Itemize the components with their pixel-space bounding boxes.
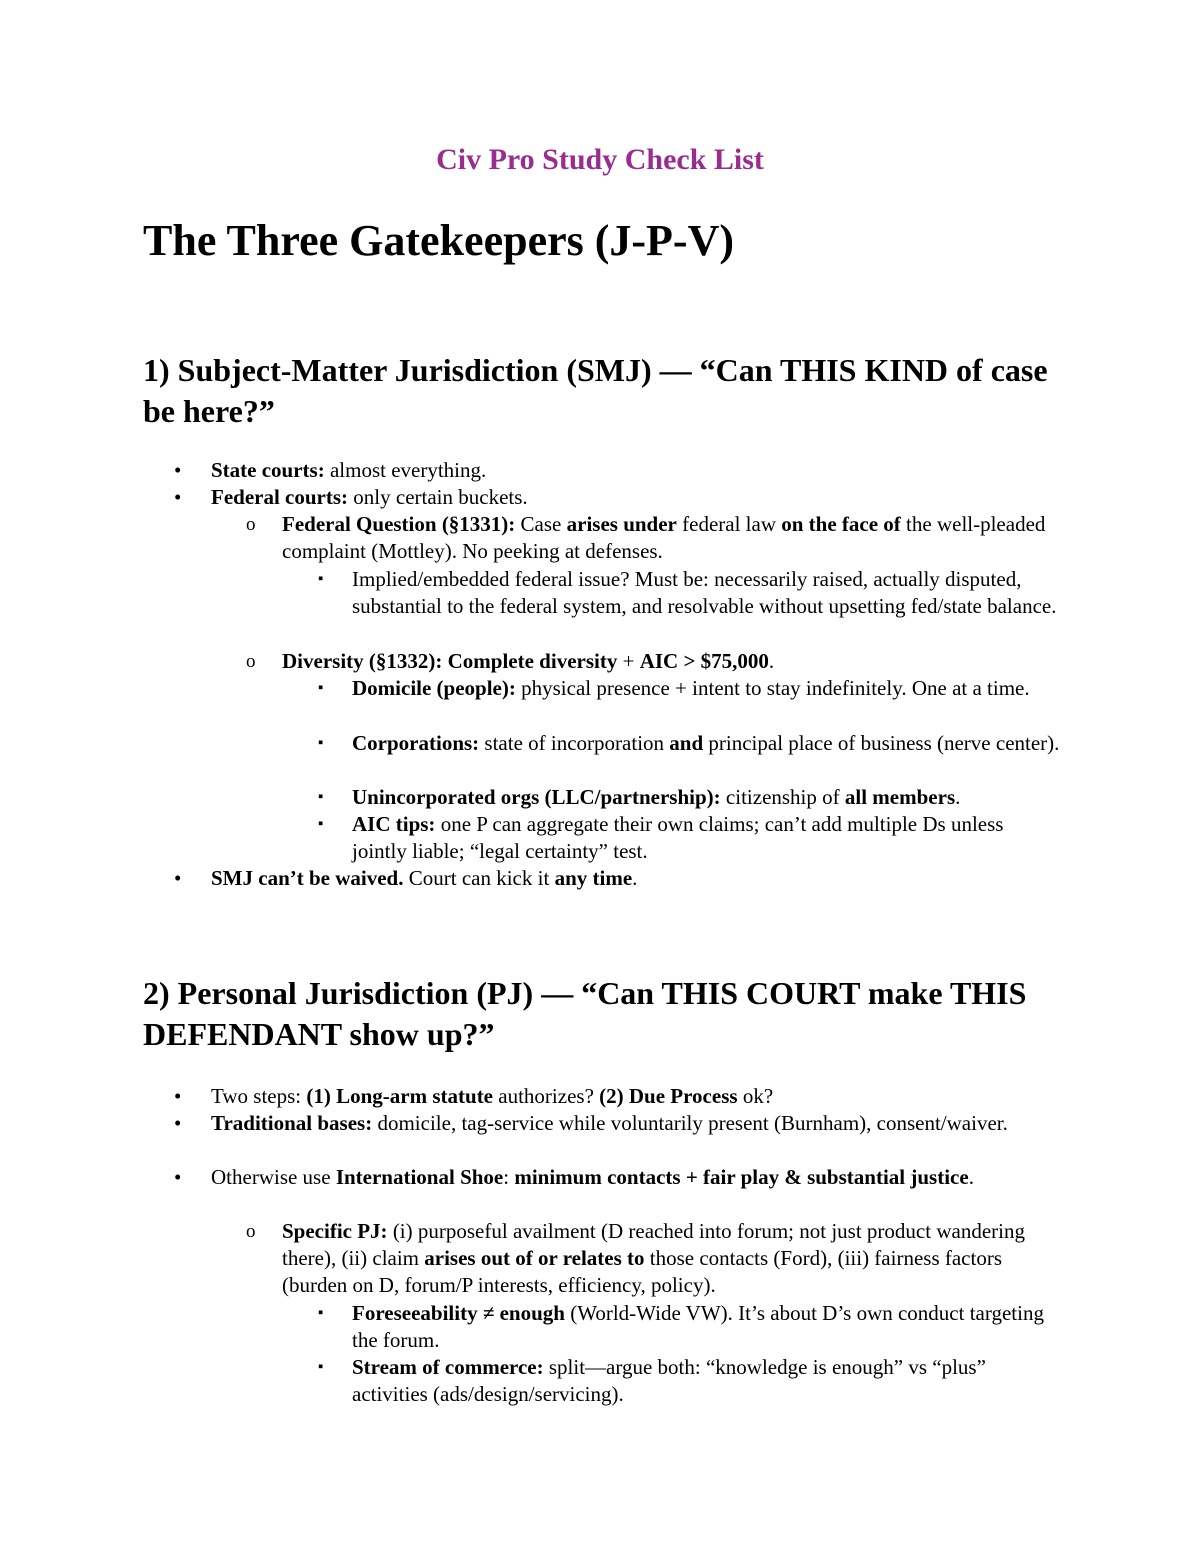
text: state of incorporation [479,731,670,755]
text: authorizes? [493,1084,600,1108]
emphasis: (1) Long-arm statute [306,1084,494,1108]
text: domicile, tag-service while voluntarily present (Burnham), consent/waiver. [372,1111,1008,1135]
list-item-traditional-bases [174,1110,1061,1137]
circle-marker: o [246,1221,256,1242]
text: : [503,1165,515,1189]
square-marker: ▪ [318,789,324,805]
text: Two steps: [211,1084,307,1108]
bullet-marker: • [174,458,182,482]
list-item-specific-pj [246,1218,1062,1299]
text: Implied/embedded federal issue? Must be: necessarily raised, actually disputed, substantial to the federal system, and resolvable without upsetting fed/state balance. [352,567,1057,618]
emphasis: minimum contacts + fair play & substantial justice [514,1165,969,1189]
label: Domicile (people): [352,676,516,700]
text: Otherwise use [211,1165,336,1189]
list-item-two-steps [174,1083,1061,1110]
text: only certain buckets. [348,485,528,509]
square-marker: ▪ [318,680,324,696]
square-marker: ▪ [318,816,324,832]
label: AIC tips: [352,812,436,836]
list-item-federal-courts [174,484,1061,511]
label: Federal Question (§1331): [282,512,516,536]
label: Unincorporated orgs (LLC/partnership): [352,785,721,809]
text: those contacts (Ford), (iii) fairness factors (burden on D, forum/P interests, efficiency, policy). [282,1246,1003,1297]
emphasis: International Shoe [335,1165,504,1189]
bullet-marker: • [174,1111,182,1135]
text: . [955,785,961,809]
text: federal law [676,512,782,536]
emphasis: on the face of [781,512,901,536]
text: principal place of business (nerve center). [703,731,1060,755]
list-item-implied-federal-issue [318,566,1062,620]
emphasis: any time [554,866,633,890]
emphasis: (2) Due Process [599,1084,738,1108]
text: ok? [737,1084,774,1108]
list-item-state-courts [174,457,1061,484]
label: SMJ can’t be waived. [211,866,404,890]
label: Federal courts: [211,485,349,509]
emphasis: and [669,731,704,755]
document-title: Civ Pro Study Check List [436,143,764,176]
text: . [768,649,775,673]
label: Stream of commerce: [352,1355,544,1379]
list-item-domicile [318,675,1062,702]
text: physical presence + intent to stay indefinitely. One at a time. [515,676,1030,700]
bullet-marker: • [174,1084,182,1108]
text: citizenship of [720,785,845,809]
section-heading-smj: 1) Subject-Matter Jurisdiction (SMJ) — “Can THIS KIND of case be here?” [143,352,1048,429]
bullet-marker: • [174,485,182,509]
circle-marker: o [246,651,256,672]
list-item-federal-question [246,511,1062,565]
text: one P can aggregate their own claims; can’t add multiple Ds unless jointly liable; “legal certainty” test. [352,812,1004,863]
circle-marker: o [246,514,256,535]
emphasis: Complete diversity [442,649,618,673]
list-item-foreseeability [318,1300,1062,1354]
emphasis: arises out of or relates to [424,1246,645,1270]
list-item-smj-waiver [174,865,1061,892]
text: Court can kick it [403,866,555,890]
text: split—argue both: “knowledge is enough” vs “plus” activities (ads/design/servicing). [352,1355,986,1406]
text: . [632,866,638,890]
list-item-diversity [246,648,1062,675]
list-item-international-shoe [174,1164,1061,1191]
emphasis: AIC > $75,000 [639,649,769,673]
label: Specific PJ: [282,1219,388,1243]
label: Corporations: [352,731,480,755]
main-heading: The Three Gatekeepers (J-P-V) [143,216,735,265]
square-marker: ▪ [318,735,324,751]
bullet-marker: • [174,866,182,890]
square-marker: ▪ [318,1359,324,1375]
square-marker: ▪ [318,1305,324,1321]
section-heading-pj: 2) Personal Jurisdiction (PJ) — “Can THIS COURT make THIS DEFENDANT show up?” [143,975,1027,1052]
text: (World-Wide VW). It’s about D’s own conduct targeting the forum. [352,1301,1044,1352]
text: Case [515,512,567,536]
label: Traditional bases: [211,1111,373,1135]
emphasis: arises under [566,512,677,536]
list-item-corporations [318,730,1062,757]
text: the well-pleaded complaint (Mottley). No peeking at defenses. [282,512,1046,563]
label: State courts: [211,458,325,482]
bullet-marker: • [174,1165,182,1189]
square-marker: ▪ [318,571,324,587]
list-item-stream-of-commerce [318,1354,1062,1408]
list-item-aic-tips [318,811,1062,865]
text: . [968,1165,974,1189]
list-item-unincorporated-orgs [318,784,1062,811]
label: Diversity (§1332): [282,649,443,673]
text: (i) purposeful availment (D reached into forum; not just product wandering there), (ii) claim [282,1219,1025,1270]
text: almost everything. [324,458,487,482]
text: + [617,649,640,673]
emphasis: all members [844,785,956,809]
label: Foreseeability ≠ enough [352,1301,565,1325]
